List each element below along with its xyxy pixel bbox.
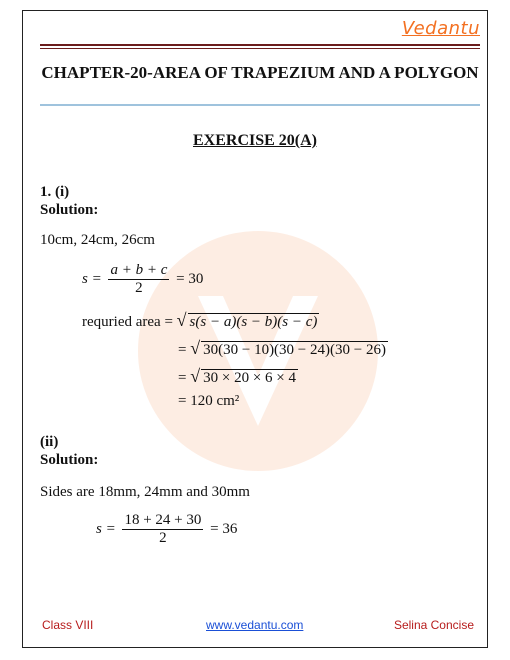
area-result: = 120 cm² (178, 393, 240, 409)
fraction-ii (122, 512, 203, 547)
footer-website-link[interactable]: www.vedantu.com (206, 618, 304, 632)
area-step-1: requried area = √ s(s − a)(s − b)(s − c) (82, 310, 318, 330)
numerator: a + b + c (110, 262, 168, 278)
question-label: 1. (i) (40, 184, 70, 200)
area-radicand-1: s(s − a)(s − b)(s − c) (189, 314, 318, 330)
question-label-ii: (ii) (40, 434, 59, 450)
chapter-title: CHAPTER-20-AREA OF TRAPEZIUM AND A POLYGON (41, 63, 479, 82)
exercise-heading: EXERCISE 20(A) (192, 132, 317, 149)
title-divider (40, 104, 480, 106)
area-step-2: = √ 30(30 − 10)(30 − 24)(30 − 26) (178, 338, 386, 358)
footer-book: Selina Concise (393, 618, 474, 632)
footer-class: Class VIII (42, 618, 94, 632)
footer-link-wrap (206, 618, 303, 632)
vedantu-logo (402, 18, 480, 39)
denominator-ii: 2 (159, 530, 167, 546)
area-radicand-2: 30(30 − 10)(30 − 24)(30 − 26) (203, 342, 386, 358)
logo-text: Vedantu (401, 18, 480, 39)
fraction (108, 262, 169, 297)
denominator: 2 (135, 280, 143, 296)
area-label: requried area = (82, 314, 173, 330)
result: = 30 (176, 270, 204, 287)
solution-label: Solution: (40, 202, 99, 218)
numerator-ii: 18 + 24 + 30 (124, 512, 202, 528)
area-step-3: = √ 30 × 20 × 6 × 4 (178, 366, 296, 386)
result-ii: = 36 (210, 520, 238, 537)
semi-perimeter-formula: s = $\frac{a + b + c}{2}$ = 30 (82, 262, 204, 296)
header-rule-thin (40, 48, 480, 49)
area-radicand-3: 30 × 20 × 6 × 4 (203, 370, 296, 386)
solution-label-ii: Solution: (40, 452, 99, 468)
semi-perimeter-formula-ii: s = $\frac{18 + 24 + 30}{2}$ = 36 (96, 512, 238, 546)
given-sides-ii: Sides are 18mm, 24mm and 30mm (40, 484, 250, 500)
header-rule (40, 44, 480, 46)
given-sides: 10cm, 24cm, 26cm (40, 232, 155, 248)
